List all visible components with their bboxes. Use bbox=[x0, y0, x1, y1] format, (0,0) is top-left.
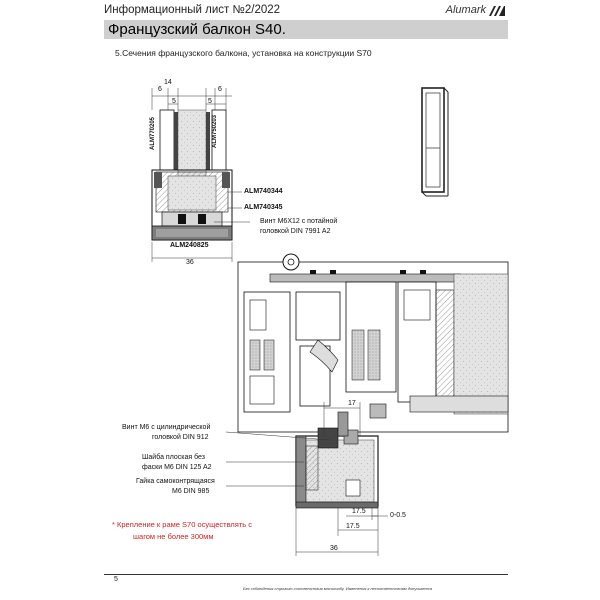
note-line-1: * Крепление к раме S70 осуществлять с bbox=[112, 520, 252, 529]
profile-345-label: ALM740345 bbox=[244, 204, 283, 211]
header-title: Информационный лист №2/2022 bbox=[104, 4, 281, 16]
profile-bottom-label: ALM240825 bbox=[170, 242, 209, 249]
dim-17-5-b: 17.5 bbox=[346, 523, 360, 530]
footer-disclaimer: Без соблюдения строгого соответствия масштабу. Изменения к несоответствиям допускается bbox=[243, 586, 433, 591]
washer-label-2: фаски M6 DIN 125 A2 bbox=[142, 464, 212, 471]
nut-label-2: M6 DIN 985 bbox=[172, 488, 210, 495]
nut-label-1: Гайка самоконтрящаяся bbox=[136, 478, 215, 485]
dim-17-5-a: 17.5 bbox=[352, 508, 366, 515]
dim-left-b: 5 bbox=[172, 98, 176, 105]
dim-17: 17 bbox=[348, 400, 356, 407]
note-line-2: шагом не более 300мм bbox=[133, 532, 214, 541]
screw-label-2: головкой DIN 7991 A2 bbox=[260, 228, 331, 235]
bolt-label-2: головкой DIN 912 bbox=[152, 434, 209, 441]
profile-344-label: ALM740344 bbox=[244, 188, 283, 195]
dim-right-a: 5 bbox=[208, 98, 212, 105]
footer-divider bbox=[104, 574, 508, 575]
profile-left-label: ALM770205 bbox=[150, 116, 156, 150]
screw-label-1: Винт M6X12 с потайной bbox=[260, 218, 338, 225]
profile-right-label: ALM750203 bbox=[212, 114, 218, 148]
dim-gap: 0-0.5 bbox=[390, 512, 406, 519]
top-section-drawing bbox=[152, 88, 250, 262]
section-subtitle: 5.Сечения французского балкона, установка на конструкции S70 bbox=[115, 48, 372, 58]
bottom-section-drawing bbox=[226, 254, 508, 556]
door-preview-illustration bbox=[422, 88, 448, 196]
dim-top: 14 bbox=[164, 79, 172, 86]
page-title: Французский балкон S40. bbox=[108, 21, 286, 38]
bolt-label-1: Винт M6 с цилиндрической bbox=[122, 424, 211, 431]
dim-36: 36 bbox=[330, 545, 338, 552]
washer-label-1: Шайба плоская без bbox=[142, 454, 205, 461]
dim-bottom-36: 36 bbox=[186, 259, 194, 266]
page-number: 5 bbox=[114, 576, 118, 583]
dim-right-b: 6 bbox=[218, 86, 222, 93]
dim-left-a: 6 bbox=[158, 86, 162, 93]
brand-name: Alumark bbox=[445, 4, 486, 16]
